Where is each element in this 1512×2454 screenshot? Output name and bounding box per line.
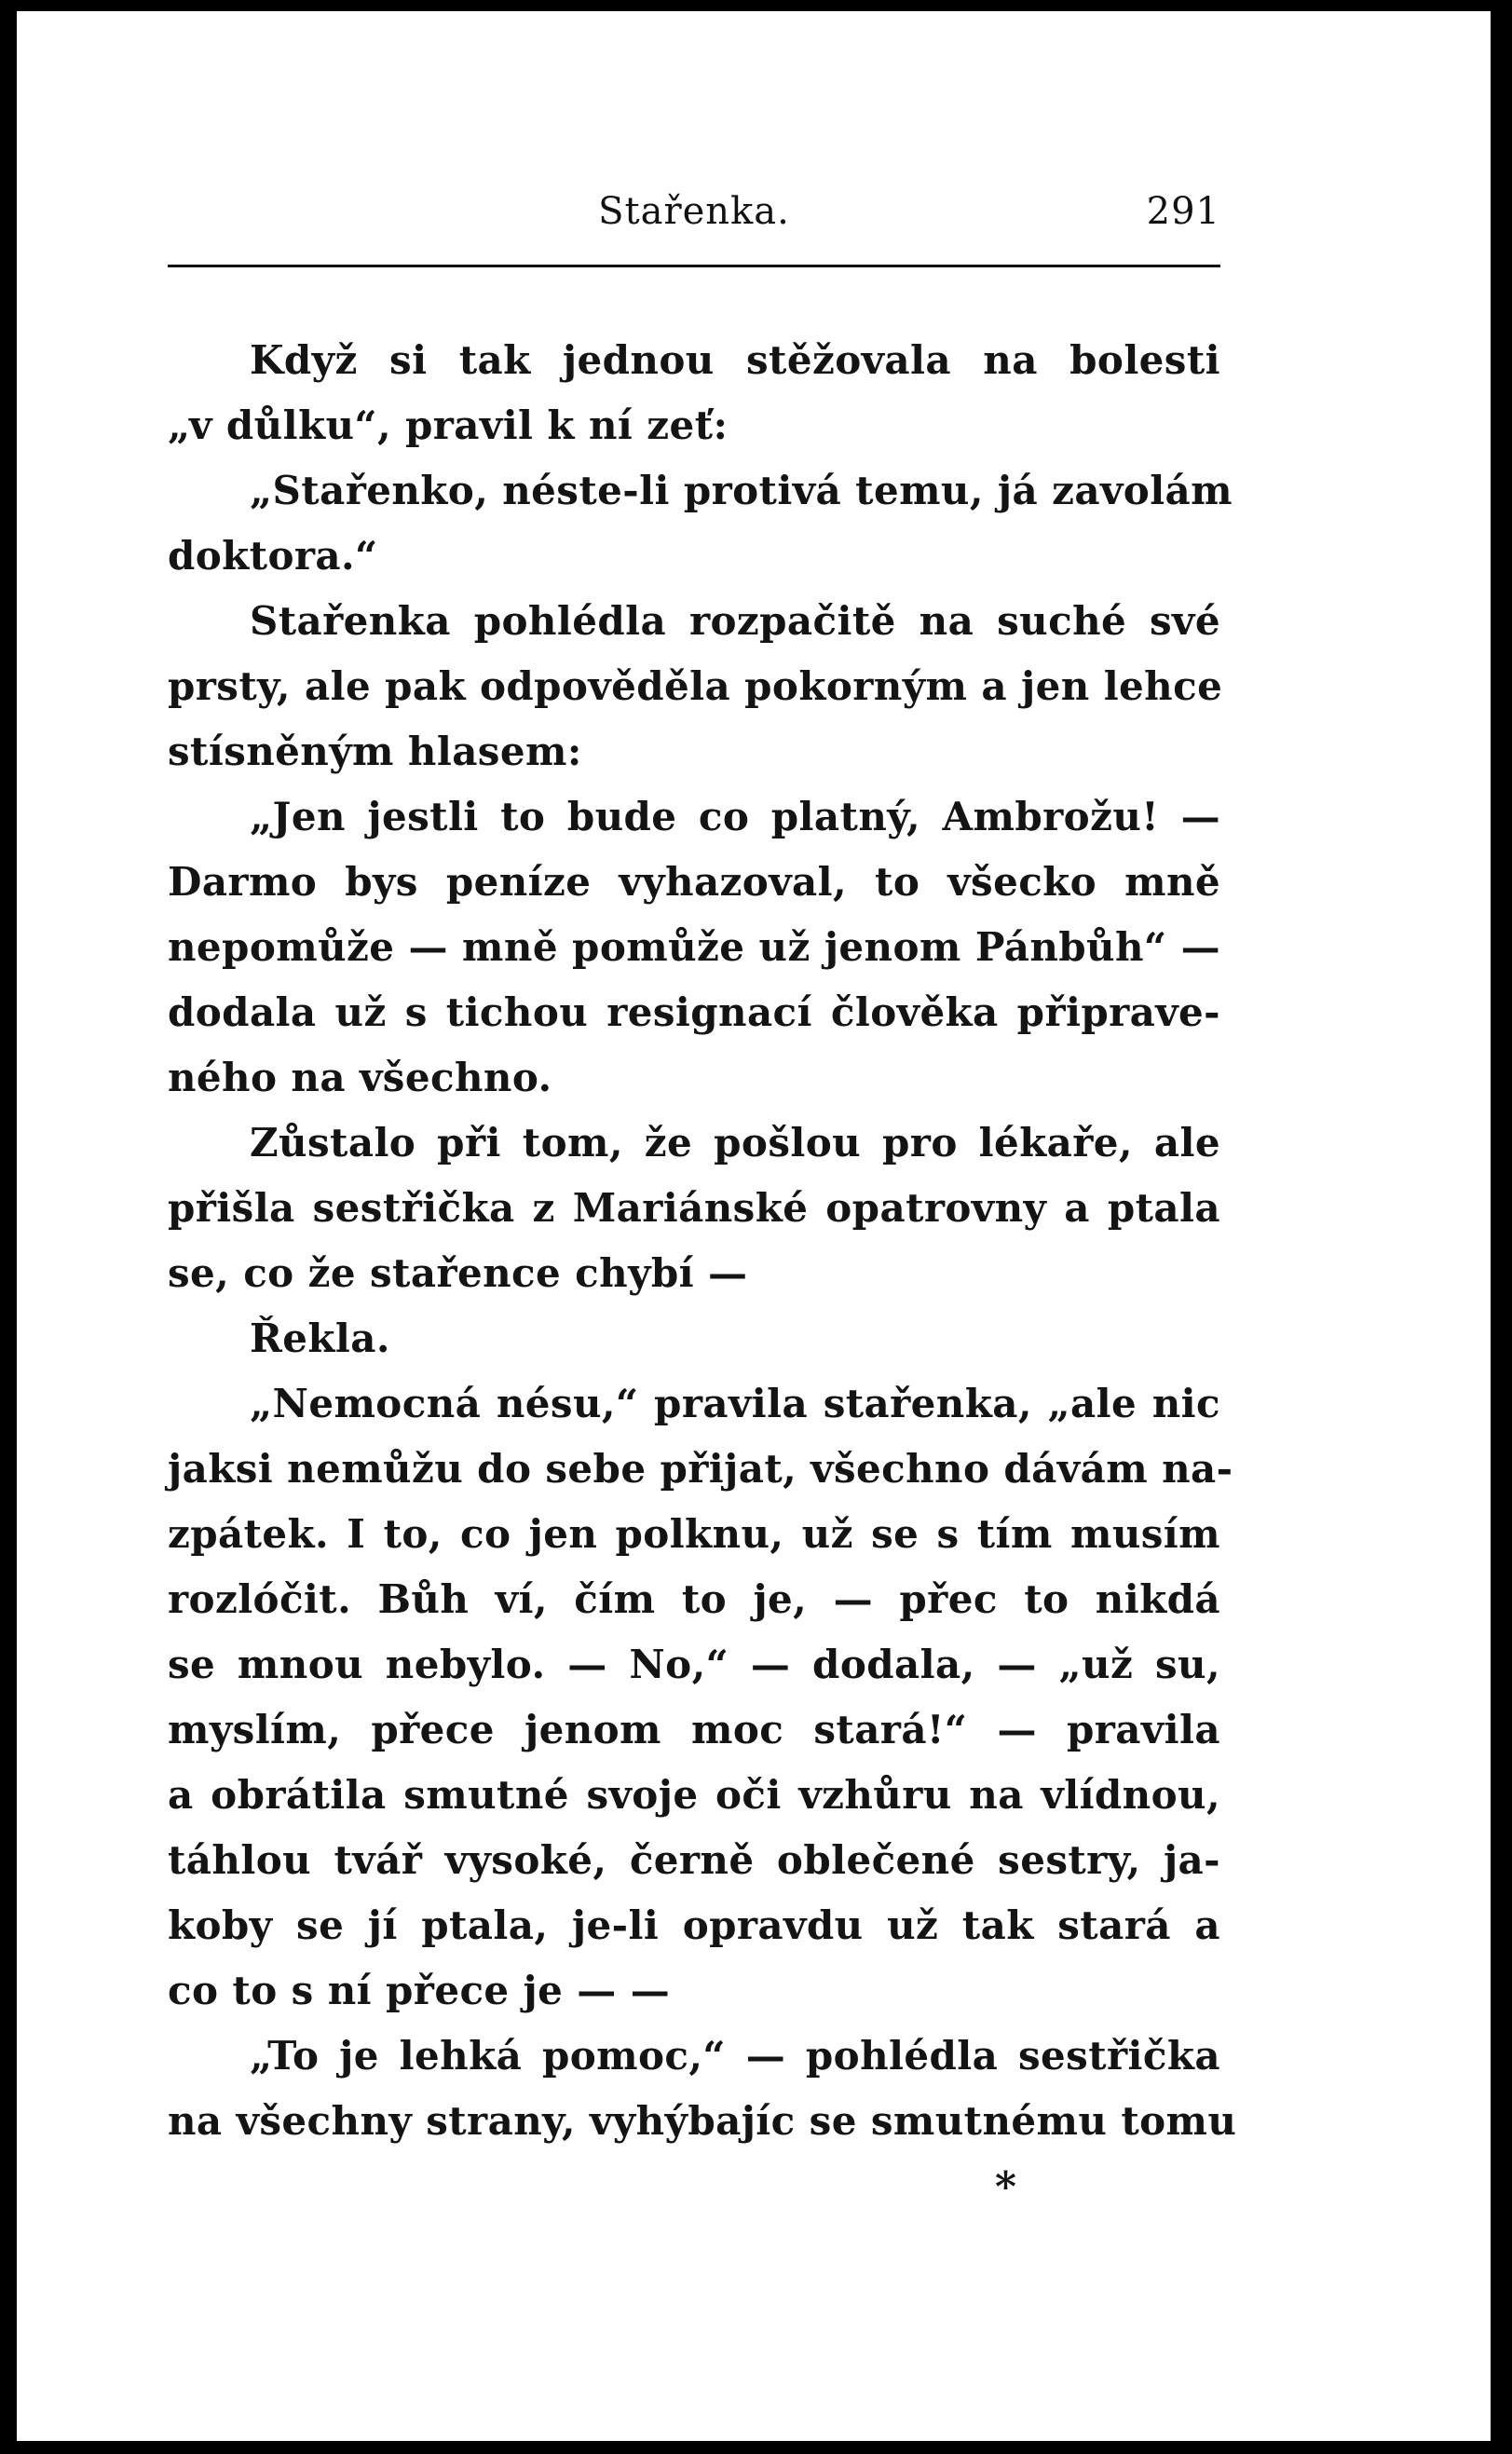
text-line: a obrátila smutné svoje oči vzhůru na vlídnou, <box>168 1772 1220 1818</box>
page-number: 291 <box>1146 190 1220 233</box>
text-line: jaksi nemůžu do sebe přijat, všechno dávám na- <box>168 1446 1233 1492</box>
text-line: „To je lehká pomoc,“ — pohlédla sestřička <box>250 2033 1220 2079</box>
body-text <box>168 328 1237 2154</box>
text-line: ného na všechno. <box>168 1055 552 1100</box>
page-header <box>168 190 1220 246</box>
header-rule <box>168 265 1220 267</box>
text-line: co to s ní přece je — — <box>168 1968 671 2013</box>
text-line: doktora.“ <box>168 533 378 579</box>
text-line: se mnou nebylo. — No,“ — dodala, — „už su, <box>168 1642 1220 1687</box>
text-line: myslím, přece jenom moc stará!“ — pravila <box>168 1707 1220 1752</box>
text-line: stísněným hlasem: <box>168 729 582 774</box>
text-line: Stařenka pohlédla rozpačitě na suché své <box>250 598 1220 644</box>
text-line: prsty, ale pak odpověděla pokorným a jen lehce <box>168 663 1223 709</box>
text-line: „Nemocná nésu,“ pravila stařenka, „ale nic <box>250 1381 1220 1426</box>
text-line: zpátek. I to, co jen polknu, už se s tím musím <box>168 1511 1220 1557</box>
text-line: koby se jí ptala, je-li opravdu už tak stará a <box>168 1902 1220 1948</box>
text-line: táhlou tvář vysoké, černě oblečené sestry, ja- <box>168 1837 1220 1883</box>
text-line: se, co že stařence chybí — <box>168 1250 748 1296</box>
text-line: rozlóčit. Bůh ví, čím to je, — přec to nikdá <box>168 1576 1220 1622</box>
footnote-asterisk: * <box>995 2163 1017 2211</box>
running-title: Stařenka. <box>598 190 790 233</box>
text-line: „Stařenko, néste-li protivá temu, já zavolám <box>250 468 1233 513</box>
text-line: Darmo bys peníze vyhazoval, to všecko mně <box>168 859 1220 905</box>
text-line: dodala už s tichou resignací člověka připrave- <box>168 989 1220 1035</box>
text-line: „Jen jestli to bude co platný, Ambrožu! — <box>250 794 1220 839</box>
text-line: nepomůže — mně pomůže už jenom Pánbůh“ — <box>168 924 1220 970</box>
text-line: „v důlku“, pravil k ní zeť: <box>168 402 729 448</box>
text-line: Když si tak jednou stěžovala na bolesti <box>250 337 1220 383</box>
text-line: přišla sestřička z Mariánské opatrovny a ptala <box>168 1185 1220 1231</box>
text-line: na všechny strany, vyhýbajíc se smutnému tomu <box>168 2098 1237 2144</box>
text-line: Zůstalo při tom, že pošlou pro lékaře, ale <box>250 1120 1220 1166</box>
text-line: Řekla. <box>250 1316 390 1361</box>
book-page <box>17 11 1491 2441</box>
